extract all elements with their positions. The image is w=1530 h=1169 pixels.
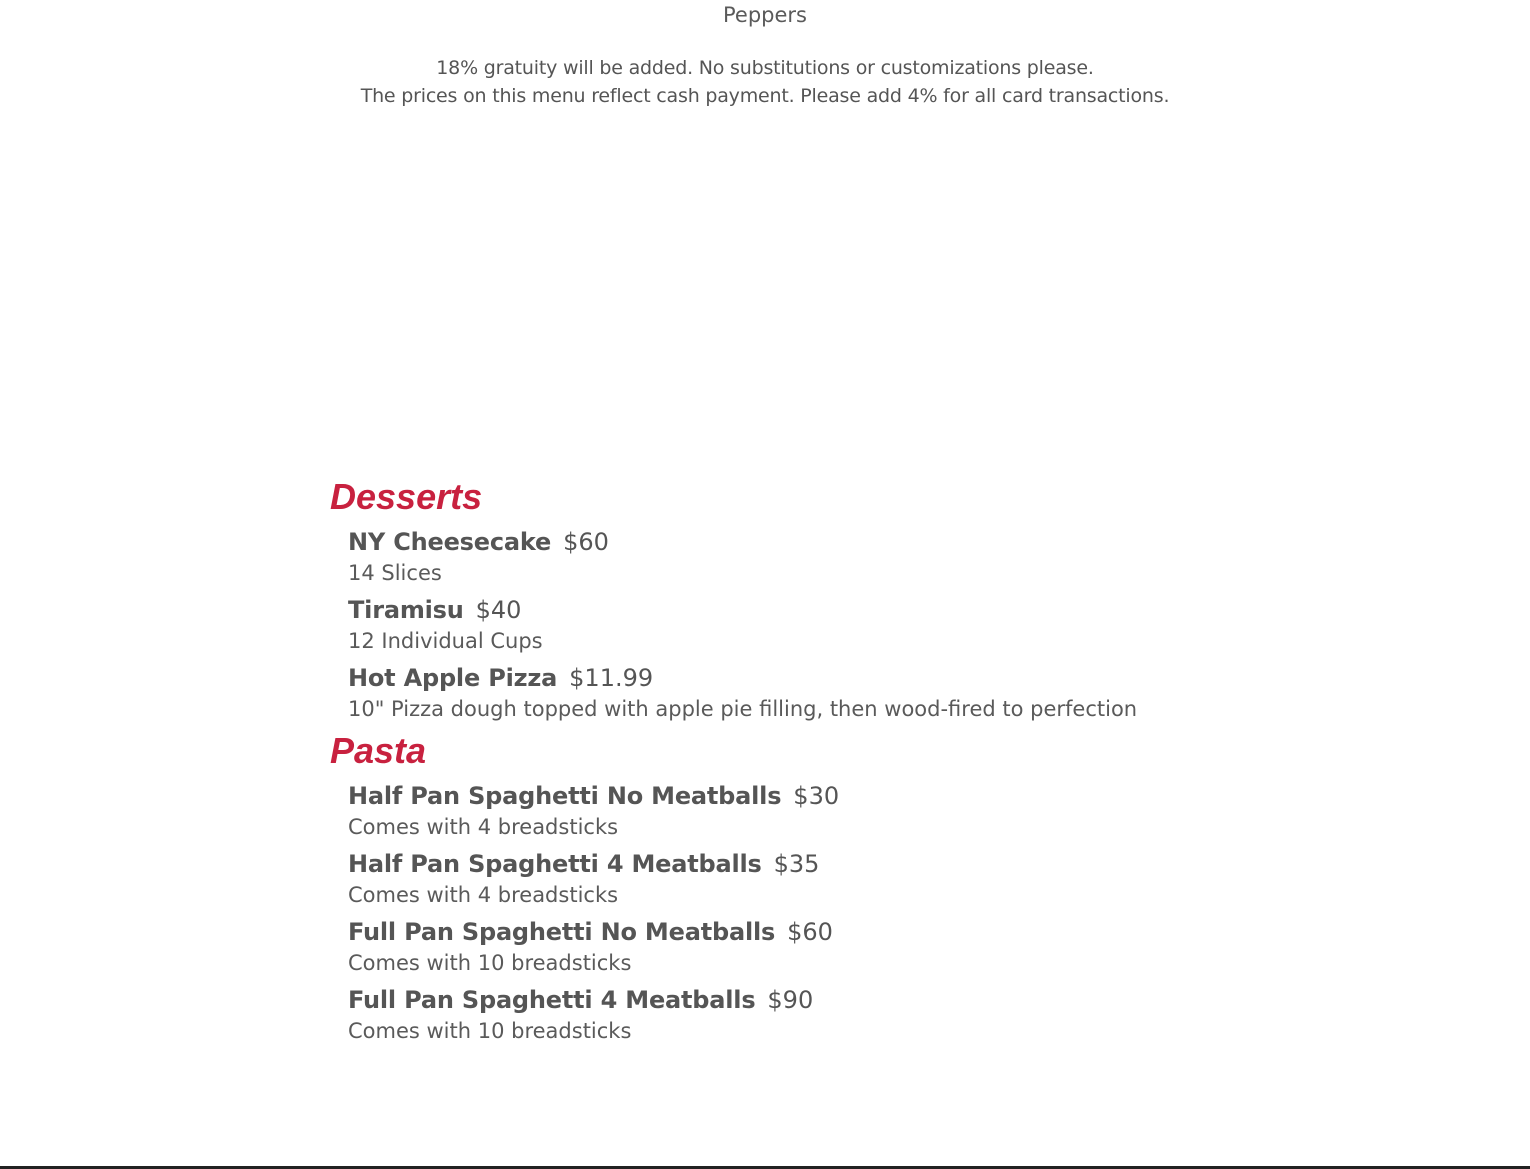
menu-item-description: Comes with 4 breadsticks <box>348 815 619 839</box>
desserts-items <box>330 526 1330 724</box>
menu-item-header <box>348 594 1330 626</box>
menu-item <box>348 984 1330 1046</box>
menu-item <box>348 780 1330 842</box>
menu-item-price: $60 <box>787 918 833 946</box>
menu-item-description: 10" Pizza dough topped with apple pie filling, then wood-fired to perfection <box>348 697 1138 721</box>
menu-item-name: Full Pan Spaghetti No Meatballs <box>348 918 776 946</box>
menu-item-price: $11.99 <box>569 664 654 692</box>
menu-item-header <box>348 662 1330 694</box>
menu-item-header <box>348 526 1330 558</box>
menu-item-price: $90 <box>767 986 814 1014</box>
menu-item-name: Full Pan Spaghetti 4 Meatballs <box>348 986 756 1014</box>
menu-item <box>348 662 1330 724</box>
gratuity-notice: 18% gratuity will be added. No substitutions or customizations please. <box>436 57 1094 79</box>
menu-item-header <box>348 780 1330 812</box>
section-title-pasta: Pasta <box>330 730 427 771</box>
menu-item-description: Comes with 10 breadsticks <box>348 951 632 975</box>
section-pasta <box>330 728 1330 1046</box>
menu-item-header <box>348 984 1330 1016</box>
menu-item-description: 14 Slices <box>348 561 442 585</box>
menu-item-header <box>348 848 1330 880</box>
menu-item-description: Comes with 10 breadsticks <box>348 1019 632 1043</box>
menu-sections <box>330 474 1330 1046</box>
menu-item-name: Half Pan Spaghetti No Meatballs <box>348 782 782 810</box>
card-surcharge-notice: The prices on this menu reflect cash payment. Please add 4% for all card transactions. <box>360 85 1170 107</box>
menu-item-name: Half Pan Spaghetti 4 Meatballs <box>348 850 762 878</box>
menu-item-name: Hot Apple Pizza <box>348 664 558 692</box>
menu-item-header <box>348 916 1330 948</box>
section-desserts <box>330 474 1330 724</box>
section-title-desserts: Desserts <box>330 476 483 517</box>
menu-item-price: $35 <box>773 850 820 878</box>
menu-item-price: $60 <box>563 528 609 556</box>
menu-item <box>348 848 1330 910</box>
menu-item-name: Tiramisu <box>348 596 464 624</box>
menu-item-description: 12 Individual Cups <box>348 629 543 653</box>
menu-item <box>348 526 1330 588</box>
menu-item-name: NY Cheesecake <box>348 528 552 556</box>
menu-item-price: $30 <box>793 782 840 810</box>
menu-item-price: $40 <box>475 596 522 624</box>
menu-item <box>348 594 1330 656</box>
previous-item-description-tail: Peppers <box>723 3 807 27</box>
pasta-items <box>330 780 1330 1046</box>
menu-item-description: Comes with 4 breadsticks <box>348 883 619 907</box>
menu-item <box>348 916 1330 978</box>
